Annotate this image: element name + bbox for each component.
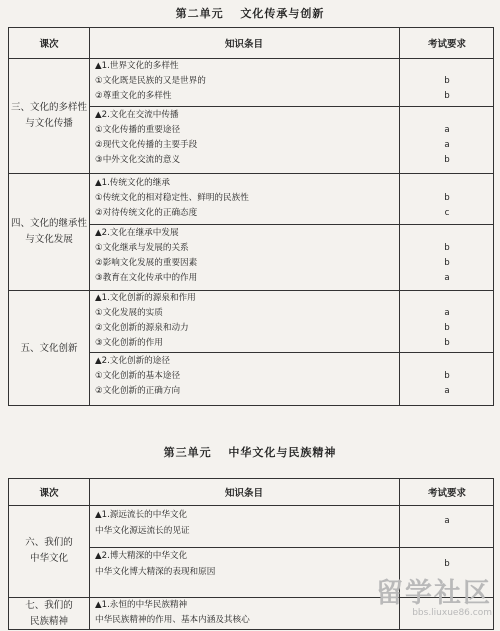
knowledge-item: ②对待传统文化的正确态度 <box>95 208 198 218</box>
knowledge-item: ▲2.文化在继承中发展 <box>95 228 179 238</box>
knowledge-item: ▲1.永恒的中华民族精神 <box>95 600 188 610</box>
exam-requirement: b <box>444 258 450 268</box>
knowledge-item: ②现代文化传播的主要手段 <box>95 140 198 150</box>
exam-requirement: a <box>444 125 450 135</box>
knowledge-item: 中华民族精神的作用、基本内涵及其核心 <box>95 615 250 625</box>
exam-requirement: b <box>444 76 450 86</box>
header-lesson: 课次 <box>39 39 59 50</box>
unit2-title <box>0 5 500 21</box>
knowledge-item: ②尊重文化的多样性 <box>95 91 172 101</box>
header-items: 知识条目 <box>224 39 263 50</box>
header-lesson: 课次 <box>39 488 59 499</box>
column-divider <box>89 479 90 629</box>
exam-requirement: b <box>444 559 450 569</box>
knowledge-item: ①文化发展的实质 <box>95 308 163 318</box>
exam-requirement: a <box>444 516 450 526</box>
watermark <box>376 580 492 618</box>
lesson-cell <box>9 505 89 597</box>
knowledge-item: ③教育在文化传承中的作用 <box>95 273 198 283</box>
knowledge-item: ▲1.传统文化的继承 <box>95 178 170 188</box>
exam-requirement: b <box>444 193 450 203</box>
knowledge-item: ③文化创新的作用 <box>95 338 163 348</box>
unit3-title <box>0 444 500 460</box>
exam-requirement: b <box>444 91 450 101</box>
lesson-title-line: 七、我们的 <box>25 600 73 611</box>
exam-requirement: b <box>444 243 450 253</box>
lesson-title-line: 三、文化的多样性 <box>10 101 87 113</box>
lesson-cell <box>9 58 89 173</box>
lesson-title-line: 六、我们的 <box>25 537 73 548</box>
knowledge-item: 中华文化源远流长的见证 <box>95 526 190 536</box>
exam-requirement: a <box>444 273 450 283</box>
exam-requirement: a <box>444 308 450 318</box>
lesson-title-line: 与文化传播 <box>25 117 73 129</box>
knowledge-item: ②文化创新的源泉和动力 <box>95 323 189 333</box>
exam-requirement: a <box>444 386 450 396</box>
knowledge-item: ▲1.世界文化的多样性 <box>95 61 179 71</box>
exam-requirement: a <box>444 140 450 150</box>
knowledge-item: ▲1.文化创新的源泉和作用 <box>95 293 196 303</box>
exam-requirement: c <box>444 208 450 218</box>
knowledge-item: ▲2.博大精深的中华文化 <box>95 551 188 561</box>
unit2-table-header <box>9 28 493 59</box>
lesson-cell <box>9 290 89 407</box>
knowledge-item: ①文化传播的重要途径 <box>95 125 181 135</box>
knowledge-item: ②文化创新的正确方向 <box>95 386 181 396</box>
lesson-title-line: 四、文化的继承性 <box>10 217 87 229</box>
lesson-cell <box>9 173 89 290</box>
knowledge-item: ▲1.源远流长的中华文化 <box>95 510 188 520</box>
exam-requirement: b <box>444 371 450 381</box>
header-req: 考试要求 <box>427 488 466 499</box>
header-items: 知识条目 <box>224 488 263 499</box>
knowledge-item: ▲2.文化创新的途径 <box>95 356 170 366</box>
lesson-title-line: 中华文化 <box>29 553 68 564</box>
knowledge-item: ▲2.文化在交流中传播 <box>95 110 179 120</box>
column-divider <box>89 28 90 405</box>
watermark-url: bbs.liuxue86.com <box>412 608 492 618</box>
knowledge-item: ①文化创新的基本途径 <box>95 371 181 381</box>
unit3-title-name: 中华文化与民族精神 <box>228 446 337 459</box>
lesson-cell <box>9 597 89 631</box>
unit2-title-number: 第二单元 <box>175 7 224 20</box>
knowledge-item: ③中外文化交流的意义 <box>95 155 181 165</box>
header-req: 考试要求 <box>427 39 466 50</box>
exam-requirement: b <box>444 323 450 333</box>
knowledge-item: ①传统文化的相对稳定性、鲜明的民族性 <box>95 193 249 203</box>
lesson-title-line: 民族精神 <box>29 616 68 627</box>
knowledge-item: ①文化既是民族的又是世界的 <box>95 76 206 86</box>
knowledge-item: ②影响文化发展的重要因素 <box>95 258 198 268</box>
exam-requirement: b <box>444 155 450 165</box>
unit2-table <box>8 27 494 406</box>
unit3-table-header <box>9 479 493 506</box>
watermark-logo-text: 留学社区 <box>376 578 492 609</box>
unit3-title-number: 第三单元 <box>163 446 212 459</box>
unit2-title-name: 文化传承与创新 <box>240 7 325 20</box>
exam-requirement: b <box>444 338 450 348</box>
lesson-title-line: 五、文化创新 <box>20 342 78 354</box>
lesson-title-line: 与文化发展 <box>25 233 73 245</box>
knowledge-item: 中华文化博大精深的表现和原因 <box>95 567 216 577</box>
knowledge-item: ①文化继承与发展的关系 <box>95 243 189 253</box>
